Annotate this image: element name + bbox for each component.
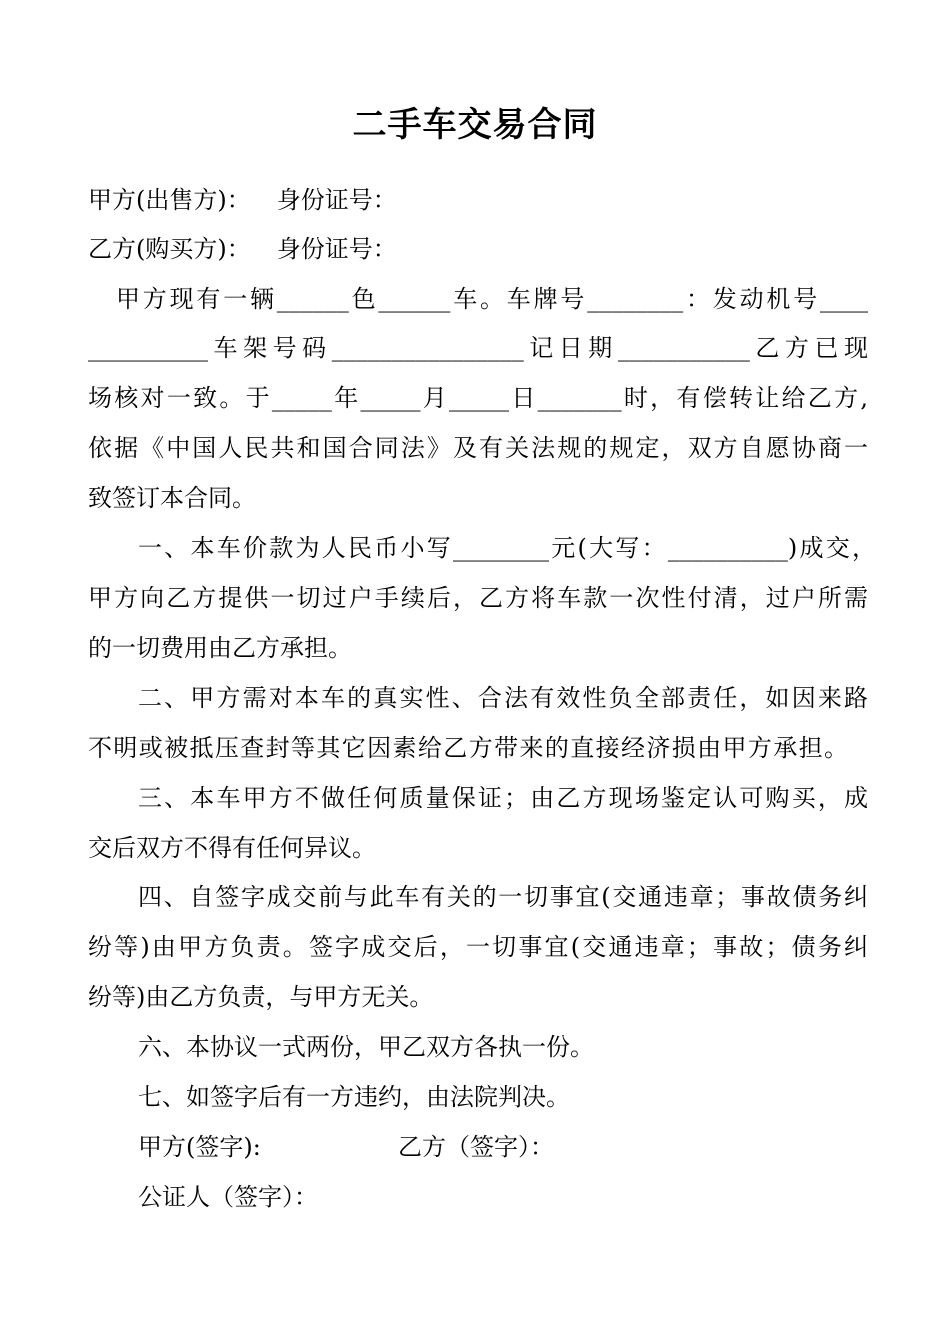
party-a-signature: 甲方(签字): [138,1133,261,1161]
clause-6-line: 六、本协议一式两份，甲乙双方各执一份。 [138,1033,594,1061]
body-line: 甲方现有一辆______色______车。车牌号________：发动机号____ [116,285,868,313]
clause-1-line: 甲方向乙方提供一切过户手续后，乙方将车款一次性付清，过户所需 [88,584,868,612]
party-a-line [88,183,868,217]
document-title: 二手车交易合同 [352,105,598,145]
clause-4-line: 四、自签字成交前与此车有关的一切事宜(交通违章；事故债务纠 [138,883,868,911]
clause-2-line: 不明或被抵压查封等其它因素给乙方带来的直接经济损由甲方承担。 [88,734,848,762]
body-line: 场核对一致。于_____年_____月_____日_______时，有偿转让给乙方, [88,384,868,412]
body-line: 依据《中国人民共和国合同法》及有关法规的规定，双方自愿协商一 [88,434,868,462]
clause-7-line: 七、如签字后有一方违约，由法院判决。 [138,1083,570,1111]
clause-4-line: 纷等)由甲方负责。签字成交后，一切事宜(交通违章；事故；债务纠 [88,933,868,961]
party-b-line [88,232,868,266]
clause-1-line: 一、本车价款为人民币小写________元(大写：__________)成交， [138,534,876,562]
clause-3-line: 三、本车甲方不做任何质量保证；由乙方现场鉴定认可购买，成 [138,784,868,812]
body-line: 致签订本合同。 [88,484,256,512]
party-b-id-label: 身份证号： [276,235,397,263]
clause-3-line: 交后双方不得有任何异议。 [88,834,376,862]
party-b-signature: 乙方（签字）： [398,1133,554,1161]
party-a-label: 甲方(出售方)： [88,186,251,214]
clause-4-line: 纷等)由乙方负责，与甲方无关。 [88,983,434,1011]
clause-1-line: 的一切费用由乙方承担。 [88,634,352,662]
clause-2-line: 二、甲方需对本车的真实性、合法有效性负全部责任，如因来路 [138,684,868,712]
party-b-label: 乙方(购买方)： [88,235,251,263]
body-line: __________车架号码________________记日期___________乙方已现 [88,334,868,362]
notary-signature: 公证人（签字）： [138,1183,318,1211]
party-a-id-label: 身份证号： [276,186,397,214]
